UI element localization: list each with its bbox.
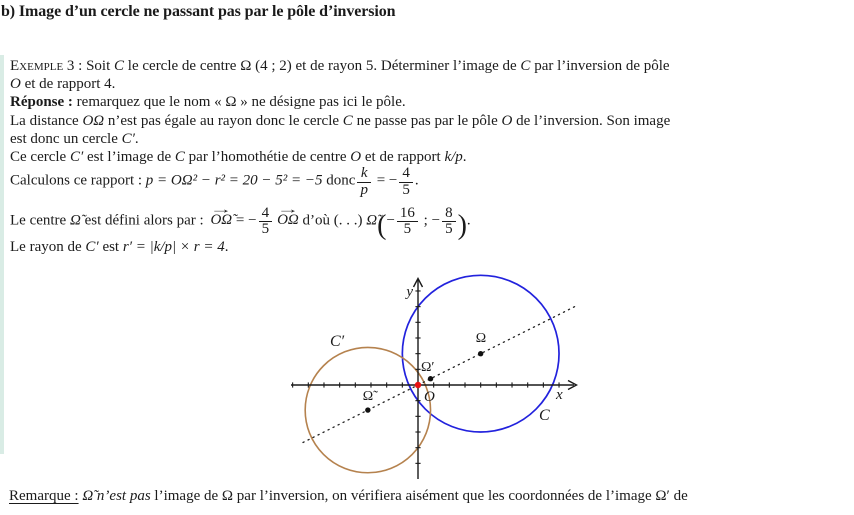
dotted-center-line	[303, 306, 577, 443]
example-label: Exemple 3 :	[10, 58, 83, 74]
remark-label: Remarque :	[9, 488, 79, 504]
point-omega-tilde	[365, 407, 370, 412]
script-c: C	[342, 112, 353, 129]
vector-arrow-icon: →	[209, 202, 233, 217]
omega-tilde: Ω̃	[69, 212, 81, 229]
example-line-5: est donc un cercle C′.	[10, 130, 139, 147]
example-line-8: Le centre Ω̃ est défini alors par : → OΩ̃ = − $\frac{4}{5}$ → OΩ d’où (. . .) Ω̃(− $\frac{16}{5}$ ; − $\frac{8}{5}$ ).	[10, 202, 471, 241]
fraction-4-over-5: $\frac{4}{5}$	[259, 206, 273, 239]
y-axis-label: y	[406, 284, 413, 300]
script-c: C	[520, 58, 531, 74]
inversion-figure	[285, 269, 585, 481]
script-c-prime: C′	[85, 239, 99, 256]
vector-arrow-icon: →	[276, 202, 300, 217]
vector-o-omega: → OΩ	[276, 202, 300, 229]
omega-tilde: Ω̃	[366, 212, 378, 229]
example-line-9: Le rayon de C′ est r′ = |k/p| × r = 4.	[10, 239, 229, 256]
point-omega-prime	[428, 376, 433, 381]
script-c: C	[114, 58, 125, 74]
point-omega	[478, 351, 483, 356]
fraction-8-over-5: $\frac{8}{5}$	[442, 206, 456, 239]
section-heading: b) Image d’un cercle ne passant pas par le pôle d’inversion	[1, 3, 396, 20]
script-c-prime: C′	[121, 130, 135, 147]
big-right-paren: )	[457, 209, 467, 241]
fraction-4-over-5: $\frac{4}{5}$	[399, 166, 413, 199]
omega-tilde: Ω̃	[82, 488, 94, 504]
vector-o-omega-tilde: → OΩ̃	[209, 202, 233, 229]
big-left-paren: (	[377, 209, 387, 241]
point-origin	[415, 382, 421, 388]
x-axis-label: x	[556, 387, 563, 403]
fraction-k-over-p: $\frac{k}{p}$	[357, 166, 371, 199]
reponse-label: Réponse :	[10, 94, 73, 111]
example-accent-bar	[0, 55, 4, 454]
example-line-3: Réponse : remarquez que le nom « Ω » ne désigne pas ici le pôle.	[10, 94, 406, 111]
omega-prime-point-label: Ω′	[421, 360, 435, 375]
omega-tilde-point-label: Ω̃	[362, 389, 374, 404]
fraction-16-over-5: $\frac{16}{5}$	[397, 206, 418, 239]
example-line-1: Exemple 3 : Soit C le cercle de centre Ω (4 ; 2) et de rayon 5. Déterminer l’image de C par l’inversion de pôle	[10, 58, 670, 74]
script-c: C	[174, 149, 185, 166]
circle-c-prime-label: C′	[330, 333, 345, 350]
circle-c-label: C	[539, 407, 550, 424]
script-c-prime: C′	[69, 149, 84, 166]
figure-svg	[285, 269, 585, 481]
remark-line: Remarque : Ω̃ n’est pas l’image de Ω par l’inversion, on vérifiera aisément que les coordonnées de l’image Ω′ de	[9, 488, 688, 504]
example-line-4: La distance OΩ n’est pas égale au rayon donc le cercle C ne passe pas par le pôle O de l’inversion. Son image	[10, 112, 671, 129]
example-block	[10, 57, 852, 256]
example-line-6: Ce cercle C′ est l’image de C par l’homothétie de centre O et de rapport k/p.	[10, 149, 467, 166]
omega-point-label: Ω	[475, 331, 487, 346]
example-line-7: Calculons ce rapport : p = OΩ² − r² = 20 − 5² = −5 donc $\frac{k}{p}$ = − $\frac{4}{5}$ .	[10, 165, 419, 198]
example-line-2: O et de rapport 4.	[10, 76, 116, 93]
origin-label: O	[424, 389, 435, 405]
